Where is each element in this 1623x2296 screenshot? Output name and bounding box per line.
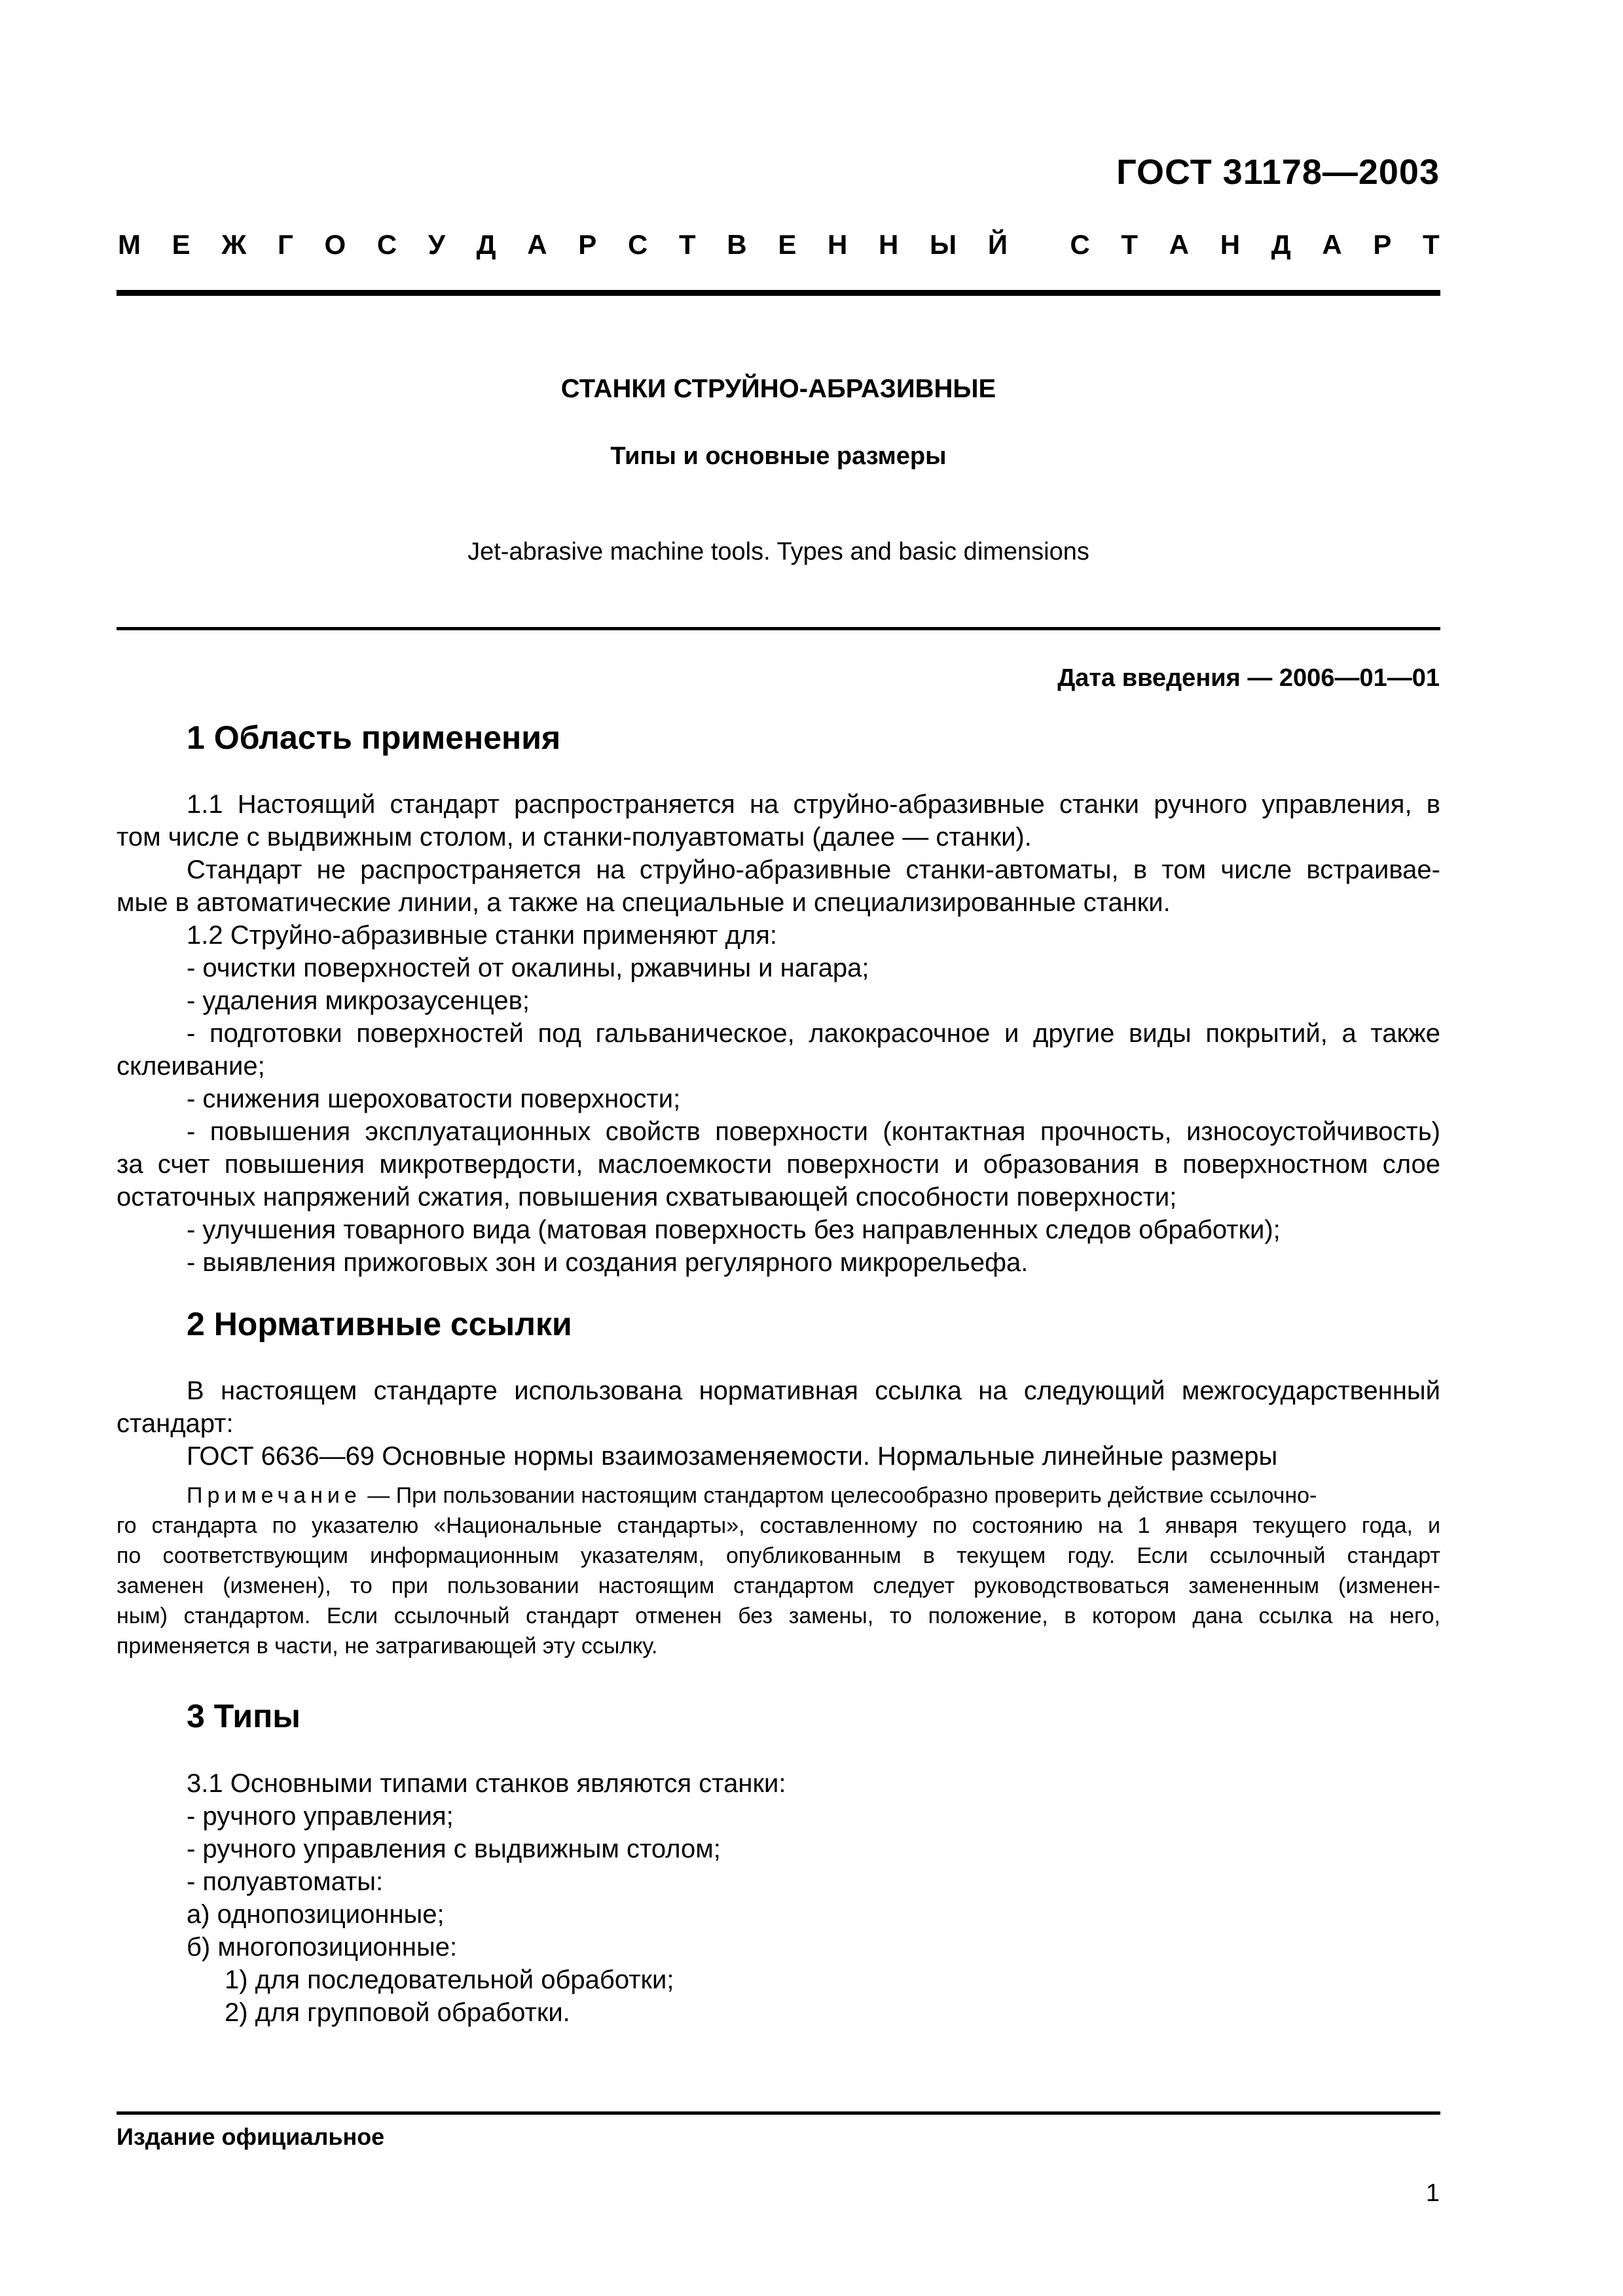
- list-item: 1) для последовательной обработки;: [225, 1965, 674, 1994]
- list-item: а) однопозиционные;: [187, 1900, 445, 1929]
- banner-letter: В: [727, 229, 747, 260]
- reference-line: ГОСТ 6636—69 Основные нормы взаимозаменяемости. Нормальные линейные размеры: [187, 1442, 1278, 1471]
- list-item: 2) для групповой обработки.: [225, 1998, 570, 2027]
- paragraph-line: стандарт:: [117, 1409, 234, 1438]
- banner-letter: Д: [476, 229, 496, 260]
- banner-letter: С: [627, 229, 648, 260]
- banner-letter: О: [324, 229, 346, 260]
- note-label: Примечание: [187, 1483, 361, 1508]
- section-body: [117, 1374, 1440, 1473]
- list-item: - снижения шероховатости поверхности;: [187, 1085, 681, 1113]
- note-line: заменен (изменен), то при пользовании настоящим стандартом следует руководствоваться замененным (изменен-: [117, 1573, 1440, 1598]
- paragraph-line: мые в автоматические линии, а также на специальные и специализированные станки.: [117, 888, 1171, 917]
- list-item: - ручного управления;: [187, 1802, 454, 1831]
- section-body: [117, 788, 1440, 1279]
- banner-letter: С: [1070, 229, 1090, 260]
- paragraph-line: остаточных напряжений сжатия, повышения схватывающей способности поверхности;: [117, 1183, 1177, 1211]
- banner-letter: Н: [828, 229, 848, 260]
- section-heading: 2 Нормативные ссылки: [187, 1306, 572, 1342]
- list-item: - очистки поверхностей от окалины, ржавчины и нагара;: [187, 954, 869, 982]
- paragraph-line: 1.1 Настоящий стандарт распространяется на струйно-абразивные станки ручного управления, в: [187, 790, 1440, 819]
- banner-letter: Т: [1121, 229, 1139, 260]
- official-edition-label: Издание официальное: [117, 2123, 385, 2150]
- paragraph-line: за счет повышения микротвердости, маслоемкости поверхности и образования в поверхностном слое: [117, 1150, 1440, 1179]
- list-item: - повышения эксплуатационных свойств поверхности (контактная прочность, износоустойчивость): [187, 1117, 1440, 1146]
- header-divider: [117, 290, 1440, 296]
- note-line: по соответствующим информационным указателям, опубликованным в текущем году. Если ссылочный стандарт: [117, 1543, 1440, 1568]
- document-subtitle: Типы и основные размеры: [610, 442, 947, 470]
- banner-letter: Ы: [930, 229, 957, 260]
- banner-letter: Е: [778, 229, 797, 260]
- banner-letter: Й: [987, 229, 1008, 260]
- note-line: [117, 1480, 1440, 1511]
- section-heading: 3 Типы: [187, 1698, 301, 1734]
- interstate-standard-banner: [118, 229, 1440, 260]
- footer-divider: [117, 2111, 1440, 2115]
- list-item: - улучшения товарного вида (матовая поверхность без направленных следов обработки);: [187, 1215, 1281, 1244]
- note-line: ным) стандартом. Если ссылочный стандарт отменен без замены, то положение, в котором дана ссылка на него,: [117, 1604, 1440, 1628]
- document-title: СТАНКИ СТРУЙНО-АБРАЗИВНЫЕ: [560, 374, 996, 403]
- section-heading: 1 Область применения: [187, 719, 561, 756]
- banner-letter: Т: [678, 229, 696, 260]
- document-title-english: Jet-abrasive machine tools. Types and basic dimensions: [467, 538, 1089, 565]
- note-line: го стандарта по указателю «Национальные стандарты», составленному по состоянию на 1 января текущего года, и: [117, 1513, 1440, 1538]
- banner-letter: Н: [1220, 229, 1241, 260]
- section-body: [117, 1767, 1440, 2029]
- introduction-date: Дата введения — 2006—01—01: [1057, 664, 1440, 692]
- banner-letter: Н: [879, 229, 899, 260]
- banner-letter: А: [1322, 229, 1342, 260]
- document-number: ГОСТ 31178—2003: [1116, 152, 1440, 192]
- banner-letter: Р: [1373, 229, 1392, 260]
- paragraph-line: том числе с выдвижным столом, и станки-полуавтоматы (далее — станки).: [117, 823, 1032, 852]
- banner-letter: Ж: [221, 229, 247, 260]
- title-divider: [117, 627, 1440, 630]
- list-item: - подготовки поверхностей под гальваническое, лакокрасочное и другие виды покрытий, а также: [187, 1019, 1440, 1048]
- list-item: - выявления прижоговых зон и создания регулярного микрорельефа.: [187, 1248, 1029, 1277]
- banner-letter: М: [118, 229, 141, 260]
- page-number: 1: [1425, 2179, 1440, 2207]
- banner-letter: Е: [172, 229, 191, 260]
- list-item: - полуавтоматы:: [187, 1867, 384, 1896]
- paragraph-line: В настоящем стандарте использована нормативная ссылка на следующий межгосударственный: [187, 1376, 1440, 1405]
- paragraph-line: 1.2 Струйно-абразивные станки применяют для:: [187, 921, 777, 950]
- banner-letter: У: [428, 229, 445, 260]
- banner-letter: Р: [578, 229, 597, 260]
- note-text: — При пользовании настоящим стандартом целесообразно проверить действие ссылочно-: [361, 1483, 1317, 1508]
- banner-letter: Д: [1271, 229, 1291, 260]
- paragraph-line: склеивание;: [117, 1052, 265, 1081]
- list-item: б) многопозиционные:: [187, 1933, 458, 1962]
- banner-letter: Т: [1423, 229, 1440, 260]
- banner-letter: А: [527, 229, 547, 260]
- banner-letter: А: [1169, 229, 1190, 260]
- banner-letter: С: [376, 229, 397, 260]
- list-item: - ручного управления с выдвижным столом;: [187, 1835, 721, 1863]
- paragraph-line: 3.1 Основными типами станков являются станки:: [187, 1769, 786, 1798]
- note-line: применяется в части, не затрагивающей эту ссылку.: [117, 1634, 658, 1659]
- list-item: - удаления микрозаусенцев;: [187, 986, 530, 1015]
- paragraph-line: Стандарт не распространяется на струйно-абразивные станки-автоматы, в том числе встраивае-: [187, 855, 1440, 884]
- banner-letter: Г: [278, 229, 293, 260]
- note-block: [117, 1480, 1440, 1661]
